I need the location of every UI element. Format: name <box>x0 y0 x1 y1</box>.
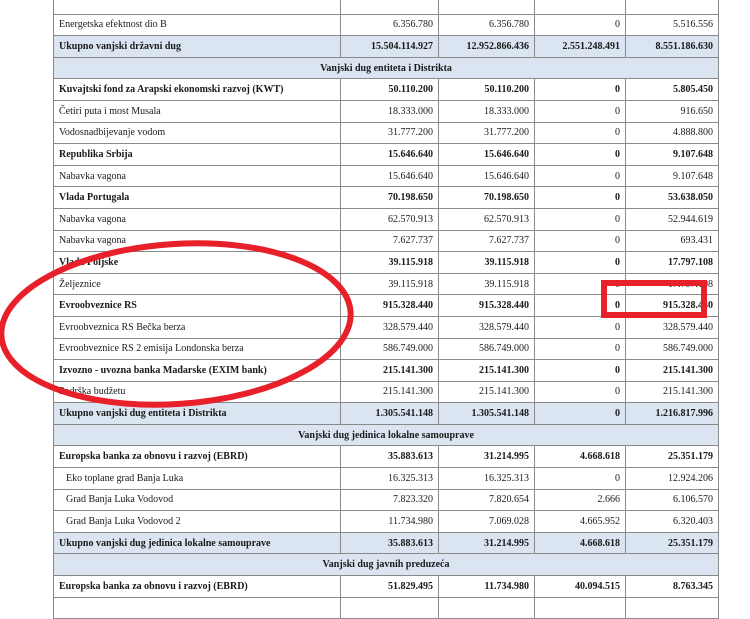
value-cell: 5.805.450 <box>626 79 719 101</box>
value-cell: 4.668.618 <box>535 532 626 554</box>
value-cell: 52.944.619 <box>626 208 719 230</box>
row-label: Vlada Poljske <box>54 252 341 274</box>
value-cell: 70.198.650 <box>439 187 535 209</box>
value-cell <box>626 597 719 619</box>
row-label: Nabavka vagona <box>54 165 341 187</box>
value-cell: 7.069.028 <box>439 511 535 533</box>
value-cell <box>341 0 439 14</box>
value-cell: 39.115.918 <box>439 252 535 274</box>
value-cell: 17.797.108 <box>626 273 719 295</box>
table-row <box>54 489 719 511</box>
table-row <box>54 79 719 101</box>
value-cell: 5.516.556 <box>626 14 719 36</box>
value-cell: 11.734.980 <box>341 511 439 533</box>
value-cell: 0 <box>535 208 626 230</box>
row-label: Podrška budžetu <box>54 381 341 403</box>
row-label: Ukupno vanjski dug entiteta i Distrikta <box>54 403 341 425</box>
value-cell: 35.883.613 <box>341 446 439 468</box>
value-cell: 7.627.737 <box>341 230 439 252</box>
value-cell: 35.883.613 <box>341 532 439 554</box>
row-label <box>54 0 341 14</box>
value-cell: 6.356.780 <box>341 14 439 36</box>
value-cell: 11.734.980 <box>439 576 535 598</box>
value-cell: 39.115.918 <box>341 252 439 274</box>
row-label: Evroobveznica RS Bečka berza <box>54 316 341 338</box>
value-cell: 328.579.440 <box>626 316 719 338</box>
row-label: Grad Banja Luka Vodovod 2 <box>54 511 341 533</box>
value-cell <box>439 597 535 619</box>
table-row <box>54 208 719 230</box>
table-row <box>54 338 719 360</box>
value-cell: 25.351.179 <box>626 532 719 554</box>
value-cell: 0 <box>535 295 626 317</box>
value-cell: 328.579.440 <box>341 316 439 338</box>
value-cell: 215.141.300 <box>341 360 439 382</box>
value-cell: 7.627.737 <box>439 230 535 252</box>
row-label: Energetska efektnost dio B <box>54 14 341 36</box>
table-row <box>54 576 719 598</box>
value-cell: 8.551.186.630 <box>626 36 719 58</box>
value-cell: 586.749.000 <box>439 338 535 360</box>
value-cell <box>535 0 626 14</box>
value-cell: 39.115.918 <box>439 273 535 295</box>
value-cell: 9.107.648 <box>626 144 719 166</box>
value-cell: 25.351.179 <box>626 446 719 468</box>
row-label: Vodosnadbijevanje vodom <box>54 122 341 144</box>
value-cell: 215.141.300 <box>341 381 439 403</box>
table-row <box>54 597 719 619</box>
row-label: Eko toplane grad Banja Luka <box>54 468 341 490</box>
row-label: Četiri puta i most Musala <box>54 100 341 122</box>
value-cell: 0 <box>535 187 626 209</box>
value-cell: 4.668.618 <box>535 446 626 468</box>
value-cell: 586.749.000 <box>626 338 719 360</box>
value-cell: 62.570.913 <box>341 208 439 230</box>
value-cell: 6.320.403 <box>626 511 719 533</box>
value-cell: 0 <box>535 100 626 122</box>
value-cell: 15.646.640 <box>341 165 439 187</box>
table-row <box>54 381 719 403</box>
value-cell: 15.504.114.927 <box>341 36 439 58</box>
row-label: Ukupno vanjski dug jedinica lokalne samouprave <box>54 532 341 554</box>
value-cell: 50.110.200 <box>341 79 439 101</box>
table-row <box>54 446 719 468</box>
value-cell: 2.666 <box>535 489 626 511</box>
row-label: Željeznice <box>54 273 341 295</box>
table-row <box>54 0 719 14</box>
table-row <box>54 295 719 317</box>
row-label: Europska banka za obnovu i razvoj (EBRD) <box>54 446 341 468</box>
value-cell: 915.328.440 <box>439 295 535 317</box>
value-cell: 1.216.817.996 <box>626 403 719 425</box>
table-row <box>54 230 719 252</box>
value-cell: 0 <box>535 403 626 425</box>
value-cell: 12.952.866.436 <box>439 36 535 58</box>
value-cell: 215.141.300 <box>626 381 719 403</box>
row-label: Nabavka vagona <box>54 208 341 230</box>
value-cell: 0 <box>535 165 626 187</box>
value-cell: 9.107.648 <box>626 165 719 187</box>
section-header-row <box>54 554 719 576</box>
row-label: Europska banka za obnovu i razvoj (EBRD) <box>54 576 341 598</box>
value-cell: 328.579.440 <box>439 316 535 338</box>
value-cell: 0 <box>535 273 626 295</box>
row-label: Evroobveznice RS 2 emisija Londonska berza <box>54 338 341 360</box>
total-row <box>54 532 719 554</box>
row-label: Izvozno - uvozna banka Mađarske (EXIM bank) <box>54 360 341 382</box>
section-title: Vanjski dug javnih preduzeća <box>54 554 719 576</box>
value-cell: 8.763.345 <box>626 576 719 598</box>
row-label: Evroobveznice RS <box>54 295 341 317</box>
value-cell: 0 <box>535 316 626 338</box>
value-cell: 0 <box>535 230 626 252</box>
total-row <box>54 403 719 425</box>
table-row <box>54 273 719 295</box>
row-label: Republika Srbija <box>54 144 341 166</box>
value-cell: 7.820.654 <box>439 489 535 511</box>
value-cell: 0 <box>535 79 626 101</box>
table-row <box>54 187 719 209</box>
value-cell: 31.777.200 <box>439 122 535 144</box>
value-cell: 0 <box>535 252 626 274</box>
row-label <box>54 597 341 619</box>
row-label: Kuvajtski fond za Arapski ekonomski razvoj (KWT) <box>54 79 341 101</box>
value-cell: 915.328.440 <box>626 295 719 317</box>
value-cell: 62.570.913 <box>439 208 535 230</box>
section-header-row <box>54 57 719 79</box>
value-cell: 6.106.570 <box>626 489 719 511</box>
value-cell: 0 <box>535 468 626 490</box>
value-cell: 0 <box>535 14 626 36</box>
section-header-row <box>54 424 719 446</box>
total-row <box>54 36 719 58</box>
value-cell: 53.638.050 <box>626 187 719 209</box>
table-row <box>54 511 719 533</box>
value-cell: 1.305.541.148 <box>439 403 535 425</box>
value-cell: 4.665.952 <box>535 511 626 533</box>
value-cell: 7.823.320 <box>341 489 439 511</box>
external-debt-table <box>53 0 719 619</box>
value-cell: 693.431 <box>626 230 719 252</box>
table-row <box>54 144 719 166</box>
value-cell: 1.305.541.148 <box>341 403 439 425</box>
row-label: Nabavka vagona <box>54 230 341 252</box>
value-cell: 0 <box>535 122 626 144</box>
value-cell: 215.141.300 <box>439 360 535 382</box>
section-title: Vanjski dug jedinica lokalne samouprave <box>54 424 719 446</box>
row-label: Vlada Portugala <box>54 187 341 209</box>
value-cell: 18.333.000 <box>341 100 439 122</box>
value-cell: 15.646.640 <box>439 144 535 166</box>
table-row <box>54 14 719 36</box>
value-cell: 31.214.995 <box>439 532 535 554</box>
value-cell: 17.797.108 <box>626 252 719 274</box>
value-cell: 4.888.800 <box>626 122 719 144</box>
value-cell: 2.551.248.491 <box>535 36 626 58</box>
value-cell: 12.924.206 <box>626 468 719 490</box>
value-cell: 31.777.200 <box>341 122 439 144</box>
table-row <box>54 316 719 338</box>
table-row <box>54 100 719 122</box>
value-cell: 0 <box>535 338 626 360</box>
value-cell <box>535 597 626 619</box>
value-cell: 916.650 <box>626 100 719 122</box>
value-cell: 6.356.780 <box>439 14 535 36</box>
value-cell: 0 <box>535 144 626 166</box>
value-cell: 915.328.440 <box>341 295 439 317</box>
section-title: Vanjski dug entiteta i Distrikta <box>54 57 719 79</box>
table-row <box>54 165 719 187</box>
value-cell: 16.325.313 <box>439 468 535 490</box>
row-label: Grad Banja Luka Vodovod <box>54 489 341 511</box>
value-cell <box>439 0 535 14</box>
value-cell: 15.646.640 <box>341 144 439 166</box>
value-cell: 0 <box>535 381 626 403</box>
value-cell: 70.198.650 <box>341 187 439 209</box>
value-cell <box>341 597 439 619</box>
value-cell: 0 <box>535 360 626 382</box>
table-row <box>54 360 719 382</box>
value-cell: 51.829.495 <box>341 576 439 598</box>
table-row <box>54 468 719 490</box>
value-cell: 31.214.995 <box>439 446 535 468</box>
value-cell: 50.110.200 <box>439 79 535 101</box>
value-cell: 16.325.313 <box>341 468 439 490</box>
value-cell: 18.333.000 <box>439 100 535 122</box>
table-row <box>54 252 719 274</box>
row-label: Ukupno vanjski državni dug <box>54 36 341 58</box>
value-cell: 39.115.918 <box>341 273 439 295</box>
value-cell: 586.749.000 <box>341 338 439 360</box>
table-row <box>54 122 719 144</box>
value-cell <box>626 0 719 14</box>
value-cell: 215.141.300 <box>626 360 719 382</box>
value-cell: 15.646.640 <box>439 165 535 187</box>
value-cell: 40.094.515 <box>535 576 626 598</box>
value-cell: 215.141.300 <box>439 381 535 403</box>
